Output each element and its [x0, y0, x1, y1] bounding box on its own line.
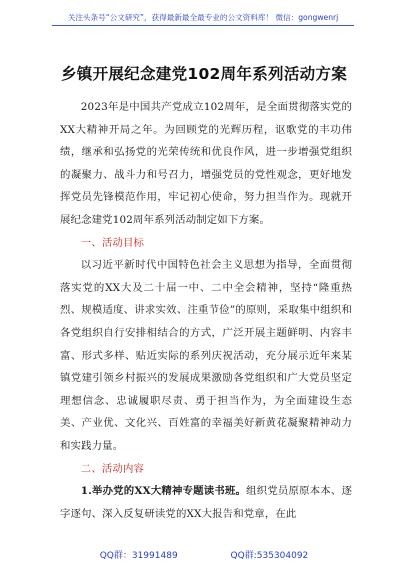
document-title: 乡镇开展纪念建党102周年系列活动方案 — [60, 65, 348, 83]
document-body — [60, 96, 352, 525]
section-heading-content: 二、活动内容 — [80, 462, 145, 475]
content-item-1-lead: 1.举办党的XX大精神专题读书班。 — [80, 485, 247, 498]
goals-paragraph: 以习近平新时代中国特色社会主义思想为指导，全面贯彻落实党的XX大及二十届一中、二中全会精神，坚持“隆重热烈、规模适度、讲求实效、注重节俭”的原则，采取集中组织和各党组织自行安排相结合的方式，广泛开展主题鲜明、内容丰富、形式多样、贴近实际的系列庆祝活动，充分展示近年来某镇党建引领乡村振兴的发展成果激励各党组织和广大党员坚定理想信念、忠诚履职尽责、勇于担当作为，为全面建设生态美、产业优、文化兴、百姓富的幸福美好新黄花凝聚精神动力和实践力量。 — [60, 259, 352, 452]
footer — [0, 548, 408, 561]
footer-qq-group-1: QQ群：31991489 — [99, 551, 178, 561]
footer-qq-group-2: QQ群:535304092 — [230, 551, 309, 561]
content-item-1 — [60, 480, 352, 525]
top-banner: 关注头条号“公文研究”，获得最新最全最专业的公文资料库！ 微信：gongwenrj — [52, 10, 354, 26]
content-item-1-text: 组织党员原原本本、逐字逐句、深入反复研读党的XX大报告和党章，在此 — [60, 485, 352, 520]
intro-paragraph: 2023年是中国共产党成立102周年，是全面贯彻落实党的XX大精神开局之年。为回顾党的光辉历程，讴歌党的丰功伟绩，继承和弘扬党的光荣传统和优良作风，进一步增强党组织的凝聚力、战斗力和号召力，增强党员的党性观念，更好地发挥党员先锋模范作用，牢记初心使命，努力担当作为。现就开展纪念建党102周年系列活动制定如下方案。 — [60, 101, 352, 226]
section-heading-goals: 一、活动目标 — [80, 236, 145, 249]
